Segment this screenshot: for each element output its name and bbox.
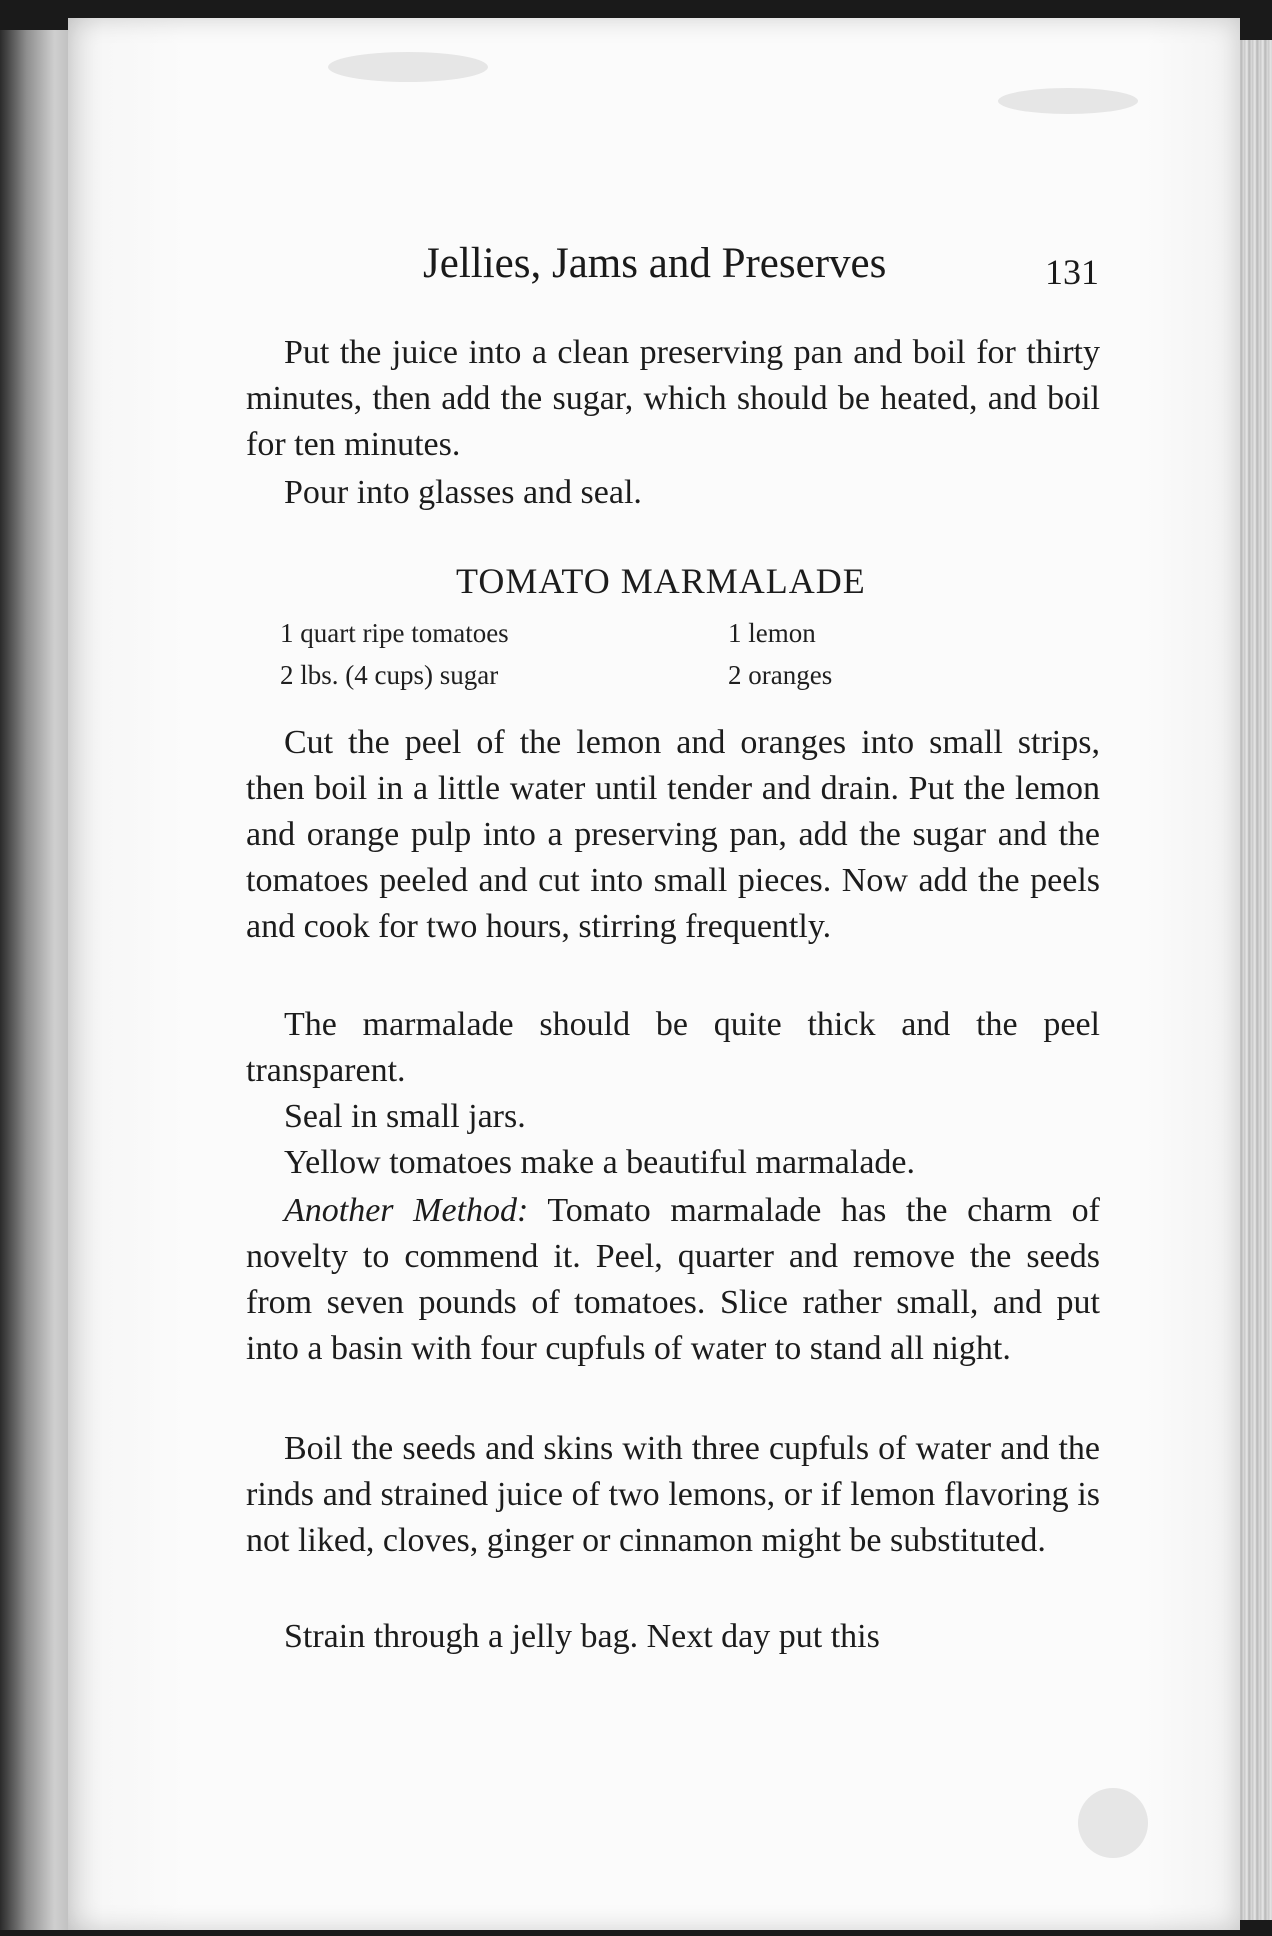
- ingredients-right-column: [728, 612, 1148, 696]
- page-speck: [328, 52, 488, 82]
- another-method-text: Tomato marmalade has the charm of novelty to commend it. Peel, quarter and remove the seeds from seven pounds of tomatoes. Slice rather small, and put into a basin with four cupfuls of water to stand all night.: [246, 1192, 1101, 1367]
- page-number: 131: [1045, 252, 1099, 292]
- recipe-paragraph-6: Strain through a jelly bag. Next day put this: [284, 1618, 880, 1655]
- recipe-paragraph-3: Seal in small jars.: [284, 1098, 526, 1135]
- intro-paragraph-2: Pour into glasses and seal.: [284, 474, 642, 511]
- another-method-label: Another Method:: [284, 1192, 529, 1229]
- recipe-title: TOMATO MARMALADE: [456, 561, 866, 601]
- ingredient-item: 1 lemon: [728, 618, 816, 648]
- ingredient-item: 2 lbs. (4 cups) sugar: [280, 660, 499, 690]
- intro-paragraph-1: Put the juice into a clean preserving pan and boil for thirty minutes, then add the sugar, which should be heated, and boil for ten minutes.: [246, 334, 1100, 463]
- recipe-paragraph-4: Yellow tomatoes make a beautiful marmalade.: [284, 1144, 916, 1181]
- recipe-paragraph-1: Cut the peel of the lemon and oranges into small strips, then boil in a little water until tender and drain. Put the lemon and orange pulp into a preserving pan, add the sugar and the tomatoes peeled and cut into small pieces. Now add the peels and cook for two hours, stirring frequently.: [246, 724, 1100, 945]
- page-speck: [1078, 1788, 1148, 1858]
- another-method-paragraph: [246, 1188, 1100, 1372]
- page-speck: [998, 88, 1138, 114]
- running-head: [423, 242, 1143, 306]
- ingredient-item: 2 oranges: [728, 660, 833, 690]
- book-page: [68, 18, 1240, 1930]
- ingredients-left-column: [280, 612, 700, 696]
- recipe-paragraph-5: Boil the seeds and skins with three cupfuls of water and the rinds and strained juice of two lemons, or if lemon flavoring is not liked, cloves, ginger or cinnamon might be substituted.: [246, 1430, 1100, 1559]
- recipe-paragraph-2: The marmalade should be quite thick and the peel transparent.: [246, 1006, 1100, 1089]
- running-title: Jellies, Jams and Preserves: [423, 240, 887, 287]
- ingredient-item: 1 quart ripe tomatoes: [280, 618, 509, 648]
- ingredients-list: [280, 612, 980, 696]
